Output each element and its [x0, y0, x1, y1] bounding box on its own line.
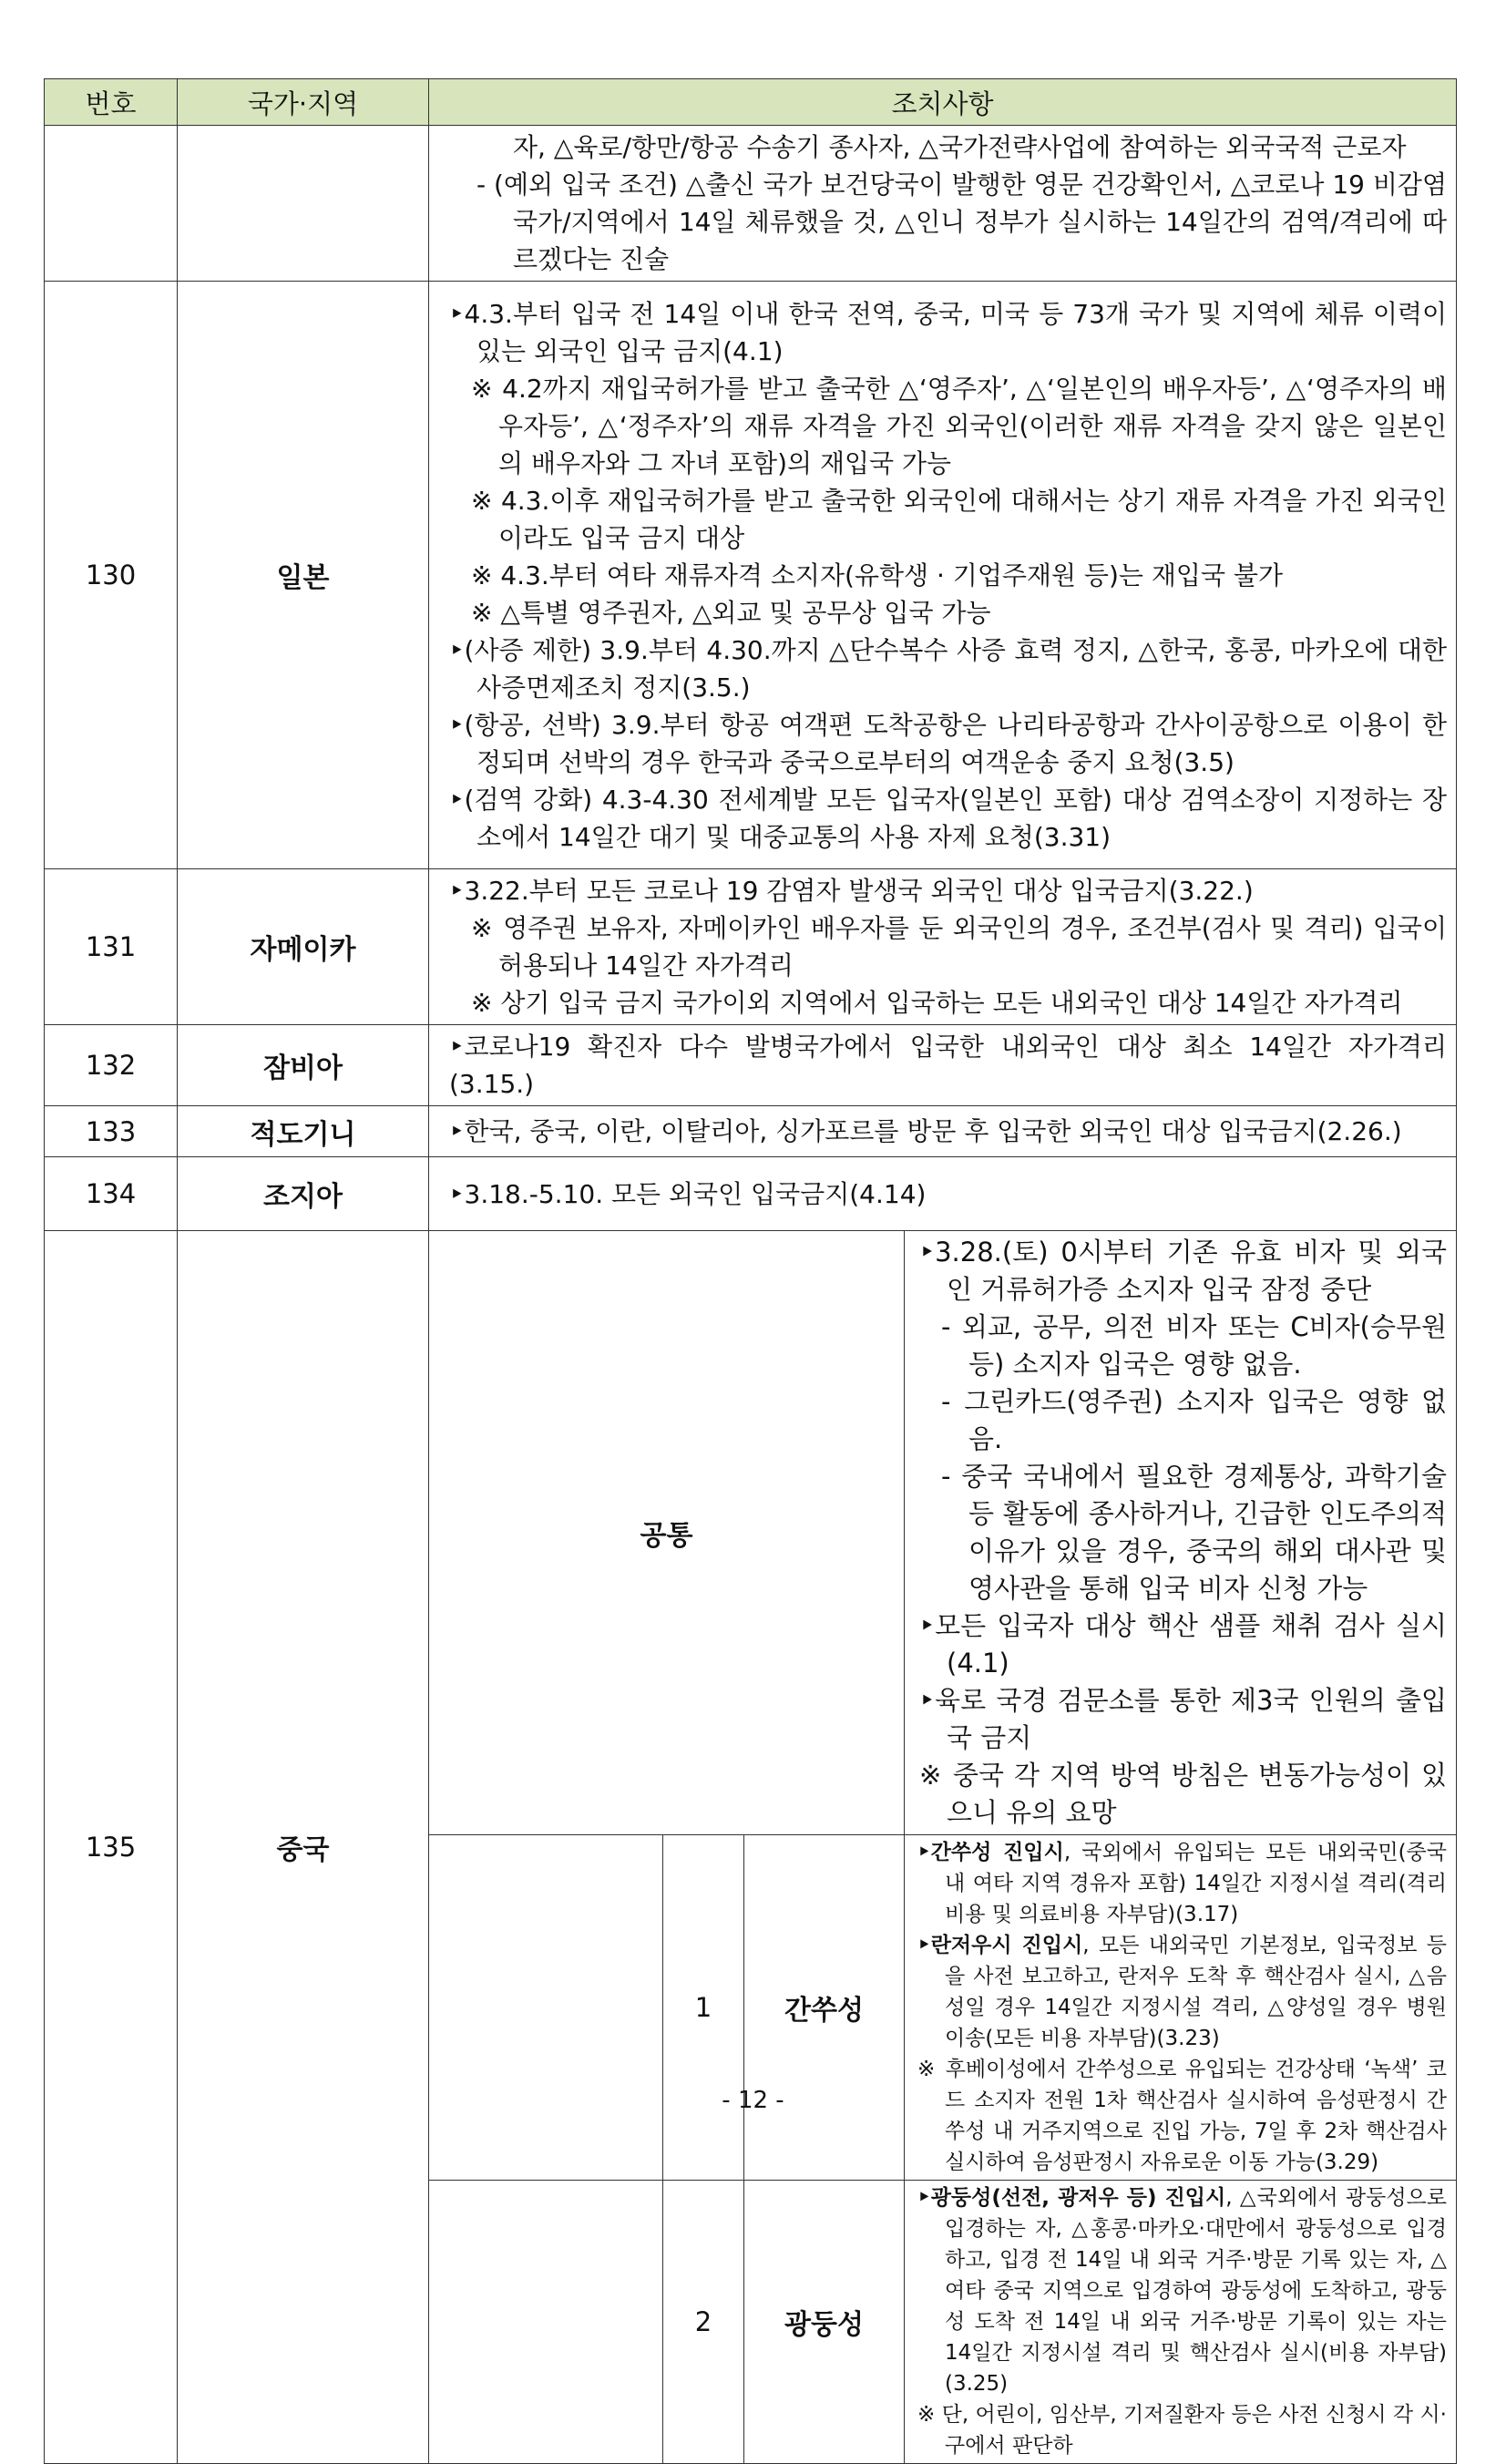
table-row-zambia: [45, 1025, 1457, 1106]
measure-line: ‣육로 국경 검문소를 통한 제3국 인원의 출입국 금지: [919, 1685, 1447, 1753]
sub-line: - 외교, 공무, 의전 비자 또는 C비자(승무원 등) 소지자 입국은 영향 없음.: [941, 1311, 1447, 1380]
country-name: 일본: [178, 282, 429, 869]
common-measures: [905, 1231, 1457, 1835]
table-row-georgia: [45, 1157, 1457, 1231]
table-row-japan: [45, 282, 1457, 869]
measure-line: [917, 1837, 1447, 1930]
country-name: 잠비아: [178, 1025, 429, 1106]
row-number: 134: [45, 1157, 178, 1231]
region-name: 광둥성: [744, 2181, 905, 2464]
measure-line: [917, 2182, 1447, 2399]
note-line: ※ 중국 각 지역 방역 방침은 변동가능성이 있으니 유의 요망: [919, 1760, 1447, 1828]
measures-cell: [429, 1106, 1457, 1157]
table-row-continued: [45, 126, 1457, 282]
measure-lead: ‣란저우시 진입시: [917, 1934, 1083, 1957]
region-measures: [905, 2181, 1457, 2464]
measure-line: [917, 1930, 1447, 2054]
measures-cell: [429, 282, 1457, 869]
measure-line: ‣모든 입국자 대상 핵산 샘플 채취 검사 실시(4.1): [919, 1610, 1447, 1679]
country-name: 중국: [178, 1231, 429, 2464]
measures-cell: [429, 1025, 1457, 1106]
measure-line: ‣(사증 제한) 3.9.부터 4.30.까지 △단수복수 사증 효력 정지, △한국, 홍콩, 마카오에 대한 사증면제조치 정지(3.5.): [449, 634, 1447, 703]
measure-line: ‣(검역 강화) 4.3-4.30 전세계발 모든 입국자(일본인 포함) 대상 검역소장이 지정하는 장소에서 14일간 대기 및 대중교통의 사용 자제 요청(3.31): [449, 784, 1447, 852]
row-number: 135: [45, 1231, 178, 2464]
measure-line: ‣3.28.(토) 0시부터 기존 유효 비자 및 외국인 거류허가증 소지자 입국 잠정 중단: [919, 1237, 1447, 1305]
continued-measures: [429, 126, 1457, 282]
region-number: 1: [663, 1835, 744, 2181]
note-line: ※ 상기 입국 금지 국가이외 지역에서 입국하는 모든 내외국인 대상 14일간 자가격리: [471, 988, 1403, 1018]
note-line: ※ 4.3.이후 재입국허가를 받고 출국한 외국인에 대해서는 상기 재류 자격을 가진 외국인이라도 입국 금지 대상: [471, 485, 1447, 553]
measure-line: ‣4.3.부터 입국 전 14일 이내 한국 전역, 중국, 미국 등 73개 국가 및 지역에 체류 이력이 있는 외국인 입국 금지(4.1): [449, 298, 1447, 366]
table-row-equatorial-guinea: [45, 1106, 1457, 1157]
empty-num-cell: [45, 126, 178, 282]
page-number: - 12 -: [722, 2087, 784, 2114]
measure-line: ‣3.22.부터 모든 코로나 19 감염자 발생국 외국인 대상 입국금지(3.22.): [449, 876, 1254, 906]
measure-line: ‣(항공, 선박) 3.9.부터 항공 여객편 도착공항은 나리타공항과 간사이공항으로 이용이 한정되며 선박의 경우 한국과 중국으로부터의 여객운송 중지 요청(3.5): [449, 709, 1447, 777]
measures-cell: [429, 1157, 1457, 1231]
header-measures: 조치사항: [429, 79, 1457, 126]
region-measures: [905, 1835, 1457, 2181]
measure-line: ‣한국, 중국, 이란, 이탈리아, 싱가포르를 방문 후 입국한 외국인 대상 입국금지(2.26.): [449, 1116, 1402, 1146]
country-name: 적도기니: [178, 1106, 429, 1157]
note-line: ※ 4.2까지 재입국허가를 받고 출국한 △‘영주자’, △‘일본인의 배우자등’, △‘영주자의 배우자등’, △‘정주자’의 재류 자격을 가진 외국인(이러한 재류 자격을 갖지 않은 일본인의 배우자와 그 자녀 포함)의 재입국 가능: [471, 373, 1447, 478]
measure-lead: ‣광둥성(선전, 광저우 등) 진입시: [917, 2186, 1226, 2210]
sub-line: - 중국 국내에서 필요한 경제통상, 과학기술 등 활동에 종사하거나, 긴급한 인도주의적 이유가 있을 경우, 중국의 해외 대사관 및 영사관을 통해 입국 비자 신청 가능: [941, 1461, 1447, 1604]
measure-text: ※ 단, 어린이, 임산부, 기저질환자 등은 사전 신청시 각 시·구에서 판단하: [917, 2403, 1447, 2458]
country-name: 조지아: [178, 1157, 429, 1231]
region-number: 2: [663, 2181, 744, 2464]
table-row-jamaica: [45, 869, 1457, 1025]
measure-text: , 모든 내외국민 기본정보, 입국정보 등을 사전 보고하고, 란저우 도착 후 핵산검사 실시, △음성일 경우 14일간 지정시설 격리, △양성일 경우 병원 이송(모든 비용 자부담)(3.23): [945, 1934, 1448, 2050]
measure-line: ‣코로나19 확진자 다수 발병국가에서 입국한 내외국인 대상 최소 14일간 자가격리(3.15.): [449, 1032, 1447, 1099]
measure-text: , △국외에서 광둥성으로 입경하는 자, △홍콩·마카오·대만에서 광둥성으로 입경하고, 입경 전 14일 내 외국 거주·방문 기록 있는 자, △여타 중국 지역으로 입경하여 광둥성에 도착하고, 광둥성 도착 전 14일 내 외국 거주·방문 기록이 있는 자는 14일간 지정시설 격리 및 핵산검사 실시(비용 자부담) (3.25): [945, 2186, 1447, 2396]
row-number: 132: [45, 1025, 178, 1106]
measure-line: 자, △육로/항만/항공 수송기 종사자, △국가전략사업에 참여하는 외국국적 근로자: [513, 132, 1407, 162]
common-label: 공통: [429, 1231, 905, 1835]
empty-country-cell: [178, 126, 429, 282]
row-number: 131: [45, 869, 178, 1025]
header-row: [45, 79, 1457, 126]
measure-line: - (예외 입국 조건) △출신 국가 보건당국이 발행한 영문 건강확인서, △코로나 19 비감염 국가/지역에서 14일 체류했을 것, △인니 정부가 실시하는 14일간의 검역/격리에 따르겠다는 진술: [476, 169, 1447, 274]
row-number: 130: [45, 282, 178, 869]
row-number: 133: [45, 1106, 178, 1157]
country-name: 자메이카: [178, 869, 429, 1025]
sub-spacer: [429, 1835, 663, 2181]
note-line: [917, 2054, 1447, 2178]
measure-text: ※ 후베이성에서 간쑤성으로 유입되는 건강상태 ‘녹색’ 코드 소지자 전원 1차 핵산검사 실시하여 음성판정시 간쑤성 내 거주지역으로 진입 가능, 7일 후 2차 핵산검사 실시하여 음성판정시 자유로운 이동 가능(3.29): [917, 2058, 1447, 2174]
measure-line: ‣3.18.-5.10. 모든 외국인 입국금지(4.14): [449, 1178, 927, 1209]
table-row-china-common: [45, 1231, 1457, 1835]
measure-lead: ‣간쑤성 진입시: [917, 1841, 1064, 1864]
note-line: ※ △특별 영주권자, △외교 및 공무상 입국 가능: [471, 597, 991, 628]
sub-line: - 그린카드(영주권) 소지자 입국은 영향 없음.: [941, 1386, 1447, 1454]
sub-spacer: [429, 2181, 663, 2464]
measure-text: , 국외에서 유입되는 모든 내외국민(중국 내 여타 지역 경유자 포함) 14일간 지정시설 격리(격리비용 및 의료비용 자부담)(3.17): [945, 1841, 1447, 1926]
note-line: [917, 2399, 1447, 2461]
header-country: 국가·지역: [178, 79, 429, 126]
region-name: 간쑤성: [744, 1835, 905, 2181]
measures-cell: [429, 869, 1457, 1025]
header-num: 번호: [45, 79, 178, 126]
note-line: ※ 4.3.부터 여타 재류자격 소지자(유학생 · 기업주재원 등)는 재입국 불가: [471, 560, 1283, 590]
note-line: ※ 영주권 보유자, 자메이카인 배우자를 둔 외국인의 경우, 조건부(검사 및 격리) 입국이 허용되나 14일간 자가격리: [471, 913, 1447, 980]
